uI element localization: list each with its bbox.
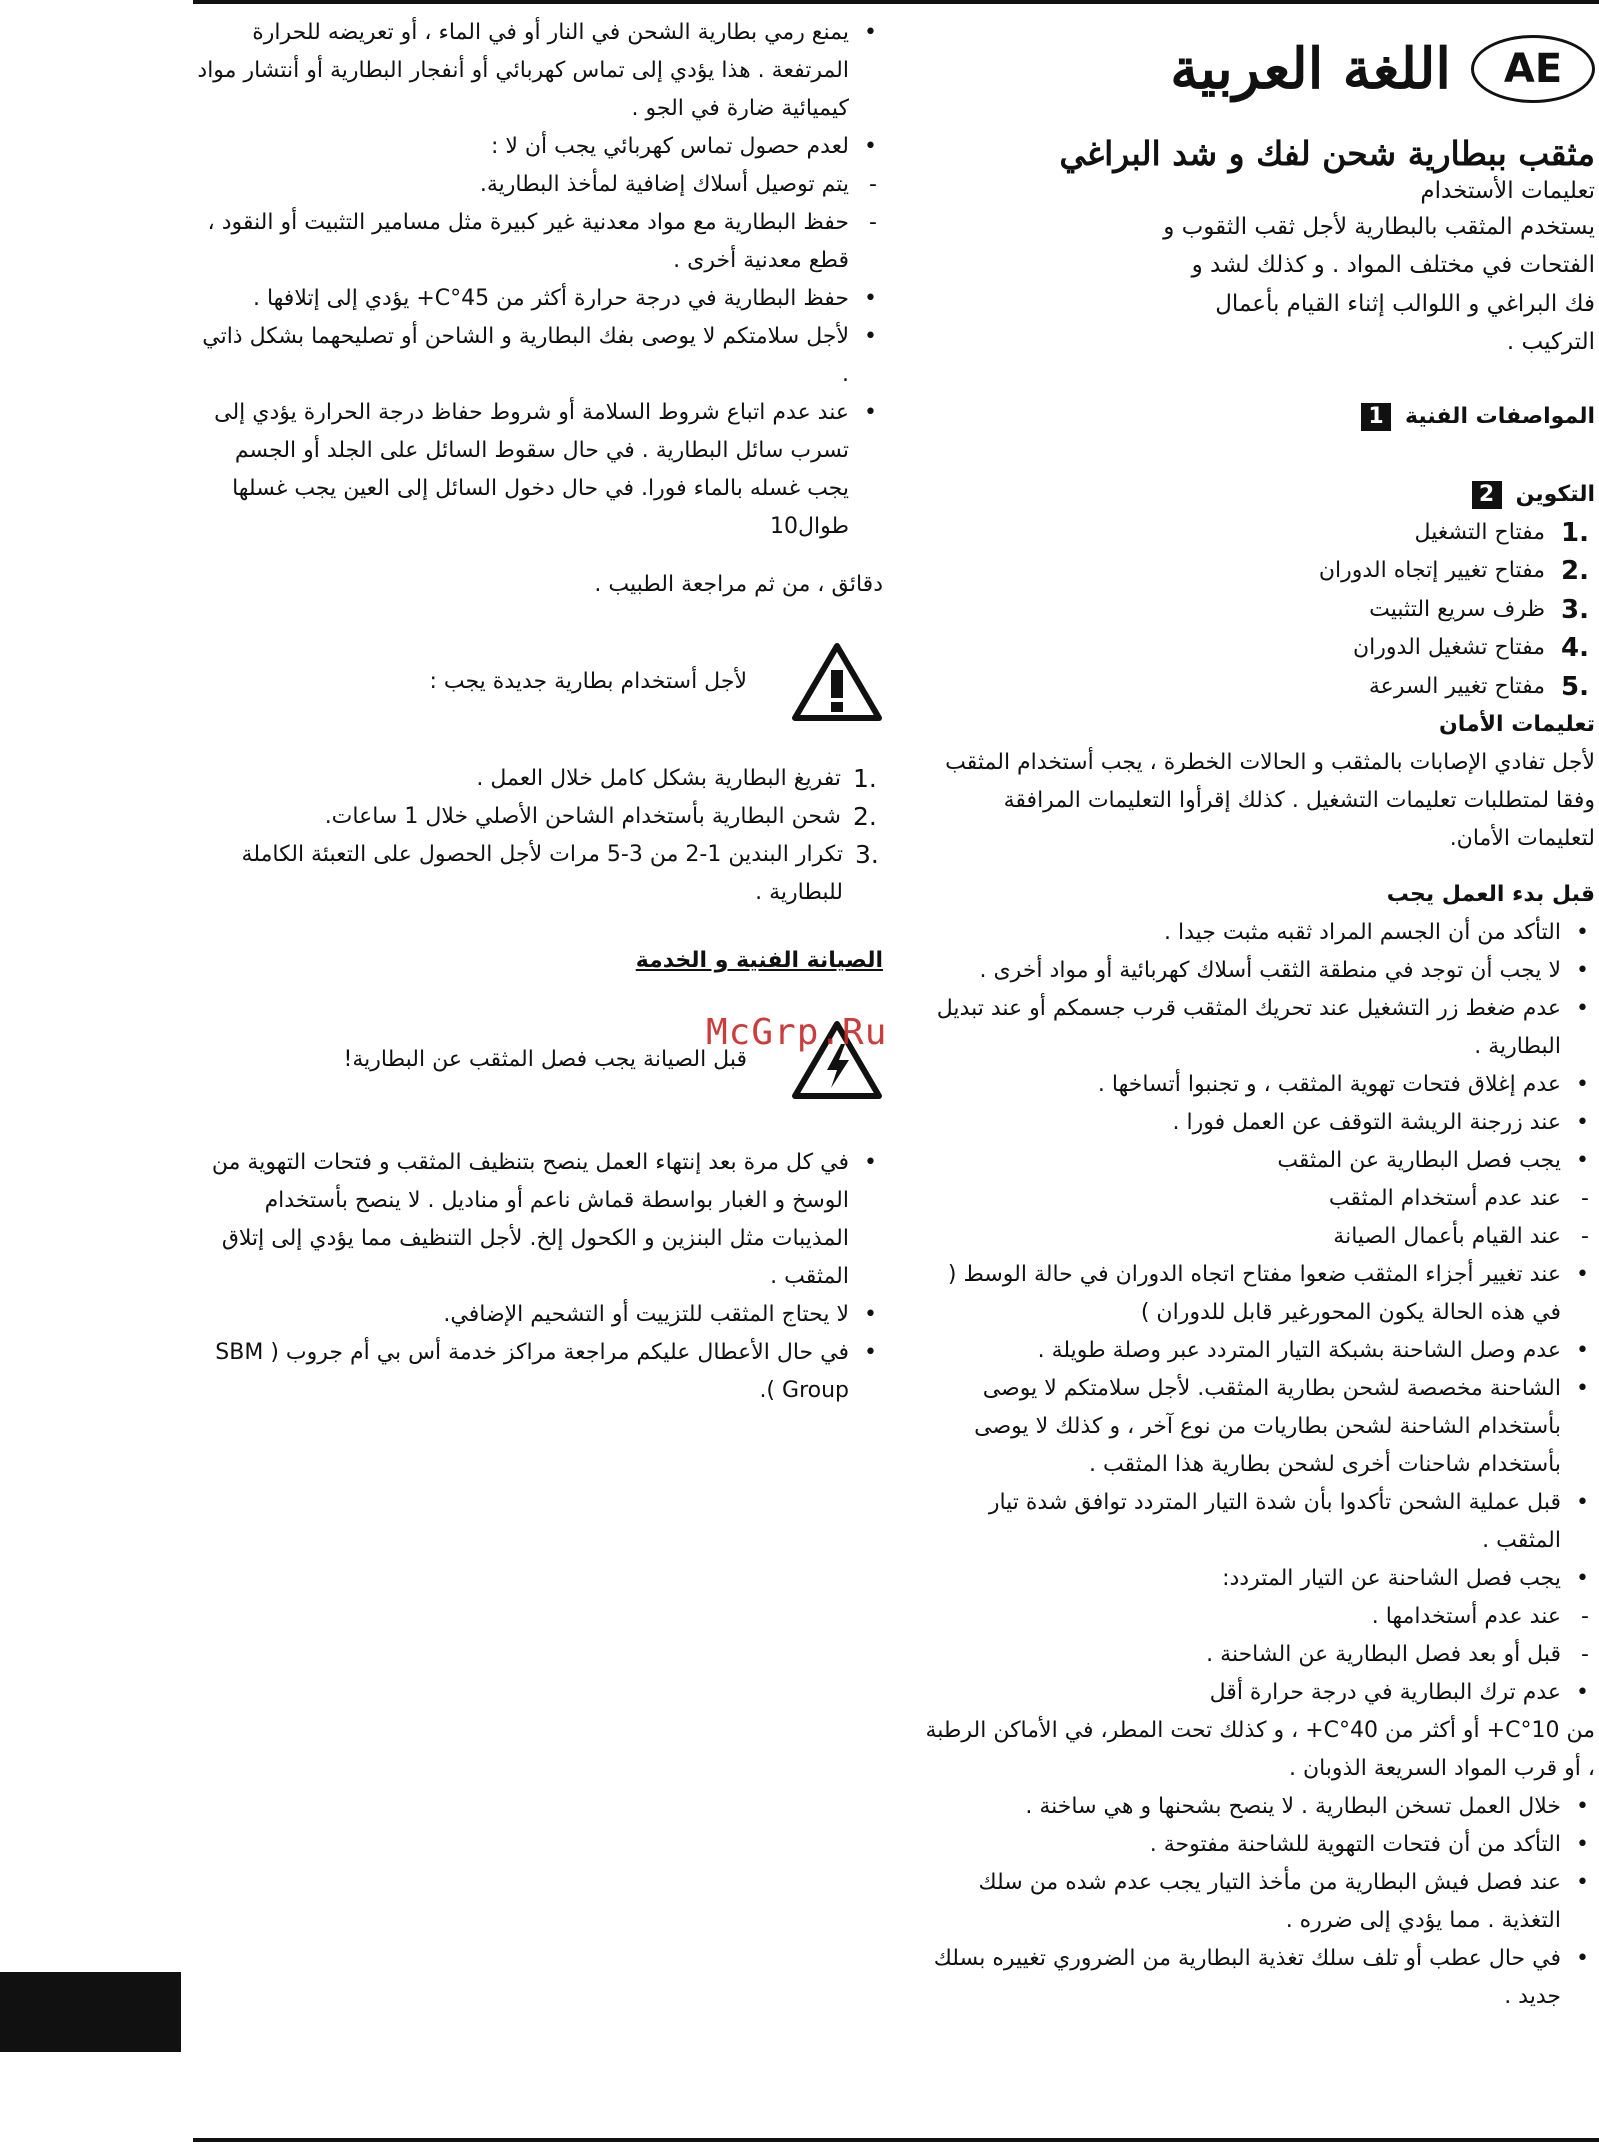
list-item: • لا يحتاج المثقب للتزييت أو التشحيم الإضافي. — [193, 1296, 883, 1334]
list-item: 1. مفتاح التشغيل — [1414, 517, 1589, 548]
list-item: - يتم توصيل أسلاك إضافية لمأخذ البطارية. — [193, 166, 883, 204]
config-title: التكوين — [1515, 481, 1595, 507]
product-title: مثقب ببطارية شحن لفك و شد البراغي — [1059, 134, 1595, 173]
list-item: • لعدم حصول تماس كهربائي يجب أن لا : — [193, 128, 883, 166]
battery-safety-list — [193, 14, 883, 546]
before-work-title: قبل بدء العمل يجب — [1386, 882, 1595, 908]
list-item: - عند القيام بأعمال الصيانة — [925, 1218, 1595, 1256]
config-figure-number: 2 — [1472, 481, 1502, 509]
list-item: 5. مفتاح تغيير السرعة — [1368, 671, 1589, 702]
list-item: • عدم وصل الشاحنة بشبكة التيار المتردد عبر وصلة طويلة . — [925, 1332, 1595, 1370]
list-item: • خلال العمل تسخن البطارية . لا ينصح بشحنها و هي ساخنة . — [925, 1788, 1595, 1826]
list-item: • التأكد من أن الجسم المراد ثقبه مثبت جيدا . — [925, 914, 1595, 952]
list-item: 3. تكرار البندين 1-2 من 3-5 مرات لأجل الحصول على التعبئة الكاملة للبطارية . — [241, 840, 879, 905]
list-item: • عند تغيير أجزاء المثقب ضعوا مفتاح اتجاه الدوران في حالة الوسط ( في هذه الحالة يكون المحورغير قابل للدوران ) — [925, 1256, 1595, 1332]
before-work-list — [925, 914, 1595, 2016]
safety-title: تعليمات الأمان — [1439, 712, 1595, 738]
list-item: - عند عدم أستخدامها . — [925, 1598, 1595, 1636]
maintenance-title: الصيانة الفنية و الخدمة — [635, 948, 883, 973]
safety-text: لأجل تفادي الإصابات بالمثقب و الحالات الخطرة ، يجب أستخدام المثقب وفقا لمتطلبات تعليمات التشغيل . كذلك إقرأوا التعليمات المرافقة لتعليمات الأمان. — [945, 750, 1595, 852]
list-item: • يجب فصل البطارية عن المثقب — [925, 1142, 1595, 1180]
list-item: 2. مفتاح تغيير إتجاه الدوران — [1318, 556, 1589, 587]
new-battery-steps — [193, 760, 883, 912]
list-item: • يجب فصل الشاحنة عن التيار المتردد: — [925, 1560, 1595, 1598]
config-list — [925, 514, 1595, 707]
list-item: • في كل مرة بعد إنتهاء العمل ينصح بتنظيف المثقب و فتحات التهوية من الوسخ و الغبار بواسطة قماش ناعم أو مناديل . لا ينصح بأستخدام المذيبات مثل البنزين و الكحول إلخ. لأجل التنظيف مما يؤدي إلى إتلاق المثقب . — [193, 1144, 883, 1296]
maintenance-list — [193, 1144, 883, 1410]
list-item: • يمنع رمي بطارية الشحن في النار أو في الماء ، أو تعريضه للحرارة المرتفعة . هذا يؤدي إلى تماس كهربائي أو أنفجار البطارية أو أنتشار مواد كيميائية ضارة في الجو . — [193, 14, 883, 128]
list-item: 4. مفتاح تشغيل الدوران — [1353, 633, 1589, 664]
list-item: • في حال عطب أو تلف سلك تغذية البطارية من الضروري تغييره بسلك جديد . — [925, 1940, 1595, 2016]
list-item: • الشاحنة مخصصة لشحن بطارية المثقب. لأجل سلامتكم لا يوصى بأستخدام الشاحنة لشحن بطاريات من نوع آخر ، و كذلك لا يوصى بأستخدام شاحنات أخرى لشحن بطارية هذا المثقب . — [925, 1370, 1595, 1484]
list-item: 2. شحن البطارية بأستخدام الشاحن الأصلي خلال 1 ساعات. — [324, 802, 877, 831]
list-item: • عدم ضغط زر التشغيل عند تحريك المثقب قرب جسمكم أو عند تبديل البطارية . — [925, 990, 1595, 1066]
left-column — [193, 14, 883, 1410]
list-item: • قبل عملية الشحن تأكدوا بأن شدة التيار المتردد توافق شدة تيار المثقب . — [925, 1484, 1595, 1560]
config-heading — [925, 476, 1595, 514]
list-item: • عند فصل فيش البطارية من مأخذ التيار يجب عدم شده من سلك التغذية . مما يؤدي إلى ضرره . — [925, 1864, 1595, 1940]
list-item: 1. تفريغ البطارية بشكل كامل خلال العمل . — [476, 764, 877, 793]
list-item: من 10°C+ أو أكثر من 40°C+ ، و كذلك تحت المطر، في الأماكن الرطبة ، أو قرب المواد السريعة الذوبان . — [925, 1718, 1595, 1782]
list-item: - عند عدم أستخدام المثقب — [925, 1180, 1595, 1218]
list-item: • في حال الأعطال عليكم مراجعة مراكز خدمة أس بي أم جروب ( SBM Group ). — [193, 1334, 883, 1410]
right-column — [925, 24, 1595, 2016]
watermark-text: McGrp.Ru — [706, 1012, 888, 1053]
list-item: • عند عدم اتباع شروط السلامة أو شروط حفاظ درجة الحرارة يؤدي إلى تسرب سائل البطارية . في حال سقوط السائل على الجلد أو الجسم يجب غسله بالماء فورا. في حال دخول السائل إلى العين يجب غسلها طوال10 — [193, 394, 883, 546]
intro-text: يستخدم المثقب بالبطارية لأجل ثقب الثقوب و الفتحات في مختلف المواد . و كذلك لشد و فك البراغي و اللوالب إثناء القيام بأعمال التركيب . — [1163, 213, 1595, 356]
page-tab-marker — [0, 1972, 181, 2052]
list-item: • عند زرجنة الريشة التوقف عن العمل فورا . — [925, 1104, 1595, 1142]
new-battery-warning-text: لأجل أستخدام بطارية جديدة يجب : — [429, 669, 747, 694]
language-badge: AE — [1471, 35, 1595, 103]
intro-subtitle: تعليمات الأستخدام — [1420, 177, 1595, 204]
list-item: • لا يجب أن توجد في منطقة الثقب أسلاك كهربائية أو مواد أخرى . — [925, 952, 1595, 990]
list-item: 3. ظرف سريع التثبيت — [1369, 594, 1589, 625]
new-battery-warning — [193, 642, 883, 722]
list-item: • التأكد من أن فتحات التهوية للشاحنة مفتوحة . — [925, 1826, 1595, 1864]
language-title: اللغة العربية — [1170, 36, 1451, 102]
list-item: • لأجل سلامتكم لا يوصى بفك البطارية و الشاحن أو تصليحهما بشكل ذاتي . — [193, 318, 883, 394]
maintenance-warning-text: قبل الصيانة يجب فصل المثقب عن البطارية! — [343, 1047, 747, 1072]
specs-figure-number: 1 — [1361, 403, 1391, 431]
continuation-text: دقائق ، من ثم مراجعة الطبيب . — [594, 572, 883, 597]
page-header — [925, 24, 1595, 114]
list-item: • عدم إغلاق فتحات تهوية المثقب ، و تجنبوا أتساخها . — [925, 1066, 1595, 1104]
specs-heading — [925, 398, 1595, 436]
bottom-rule — [193, 2138, 1599, 2142]
list-item: • عدم ترك البطارية في درجة حرارة أقل — [925, 1674, 1595, 1712]
list-item: - قبل أو بعد فصل البطارية عن الشاحنة . — [925, 1636, 1595, 1674]
specs-title: المواصفات الفنية — [1405, 403, 1595, 429]
list-item: • حفظ البطارية في درجة حرارة أكثر من 45°C+ يؤدي إلى إتلافها . — [193, 280, 883, 318]
exclamation-warning-icon — [791, 642, 883, 722]
top-rule — [193, 0, 1599, 4]
list-item: - حفظ البطارية مع مواد معدنية غير كبيرة مثل مسامير التثبيت أو النقود ، قطع معدنية أخرى . — [193, 204, 883, 280]
